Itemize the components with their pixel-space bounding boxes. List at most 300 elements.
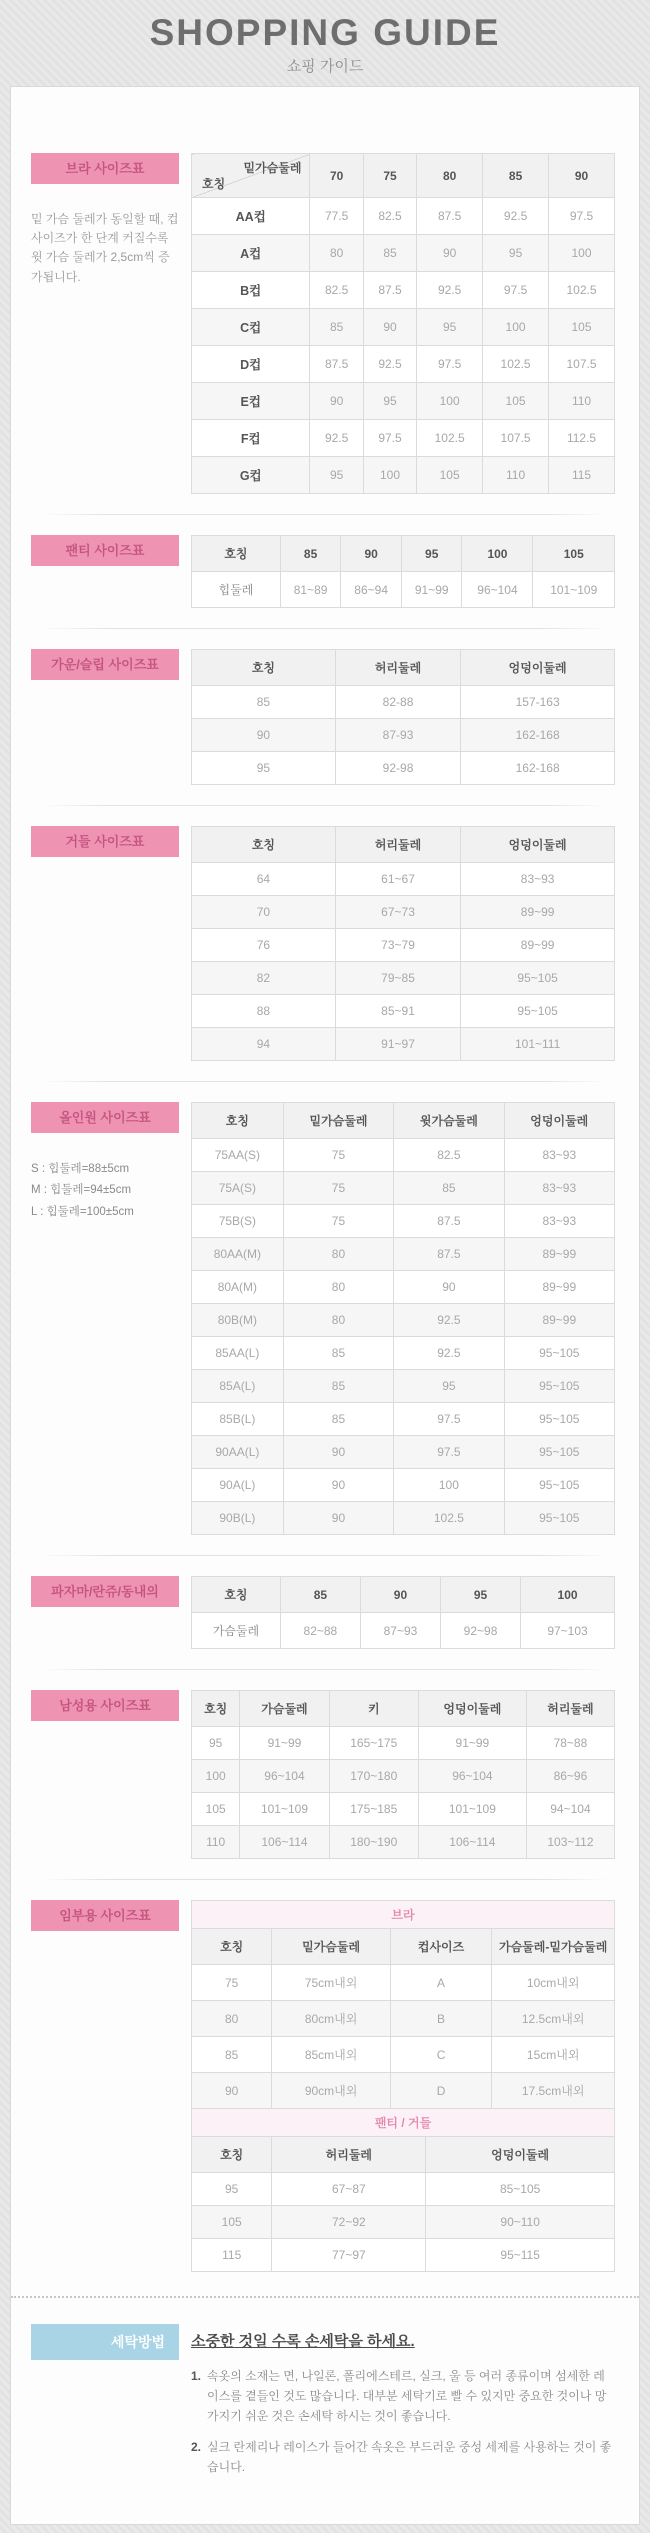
column-header: 105 [533,536,615,572]
row-label: AA컵 [192,198,310,235]
cell: 79~85 [335,962,460,995]
cell: 89~99 [504,1238,614,1271]
row-label: 90 [192,2073,272,2109]
cell: 102.5 [549,272,615,309]
table-row [192,1727,615,1760]
row-label: 힙둘레 [192,572,281,608]
row-label: 76 [192,929,336,962]
table-row [192,1172,615,1205]
row-label: 75A(S) [192,1172,284,1205]
column-header: 호칭 [192,536,281,572]
cell: 97.5 [549,198,615,235]
cell: 92.5 [363,346,416,383]
cell: 92.5 [394,1304,504,1337]
column-header: 엉덩이둘레 [418,1691,526,1727]
cell: 96~104 [418,1760,526,1793]
cell: 75 [283,1139,393,1172]
column-header: 75 [363,154,416,198]
table-row [192,2073,615,2109]
table-header-row [192,536,615,572]
span-title: 팬티 / 거들 [192,2109,615,2137]
column-header: 밑가슴둘레 [283,1103,393,1139]
column-header: 호칭 [192,827,336,863]
section-divider [41,805,609,806]
cell: 95 [310,457,363,494]
table-row [192,2239,615,2272]
cell: 80cm내외 [272,2001,390,2037]
column-header: 70 [310,154,363,198]
mens-section-label: 남성용 사이즈표 [31,1690,179,1721]
section-gown [11,649,639,785]
column-header: 엉덩이둘레 [426,2137,615,2173]
row-label: 105 [192,1793,240,1826]
section-mens-left [31,1690,179,1859]
column-header: 80 [417,154,483,198]
cell: 105 [483,383,549,420]
cell: 91~99 [240,1727,329,1760]
washing-content [191,2324,615,2490]
cell: 80 [283,1238,393,1271]
cell: 87.5 [417,198,483,235]
column-header: 95 [440,1577,520,1613]
table-row [192,2001,615,2037]
column-header: 가슴둘레 [240,1691,329,1727]
washing-heading: 소중한 것일 수록 손세탁을 하세요. [191,2333,415,2350]
column-header: 허리둘레 [526,1691,614,1727]
washing-item-number: 1. [191,2369,202,2383]
cell: 78~88 [526,1727,614,1760]
column-header: 90 [341,536,402,572]
corner-bottom-label: 호칭 [202,177,226,191]
cell: 75 [283,1172,393,1205]
allinone-note-l: L : 힙둘레=100±5cm [31,1205,134,1218]
size-table [191,1900,615,2109]
row-label: 85A(L) [192,1370,284,1403]
cell: 100 [363,457,416,494]
row-label: 85AA(L) [192,1337,284,1370]
cell: 91~99 [418,1727,526,1760]
cell: 95 [417,309,483,346]
table-row [192,1238,615,1271]
cell: 87~93 [360,1613,440,1649]
column-header: 윗가슴둘레 [394,1103,504,1139]
allinone-section-label: 올인원 사이즈표 [31,1102,179,1133]
allinone-note-m: M : 힙둘레=94±5cm [31,1184,132,1197]
cell: 106~114 [418,1826,526,1859]
table-row [192,420,615,457]
row-label: 95 [192,752,336,785]
row-label: 90 [192,719,336,752]
cell: 61~67 [335,863,460,896]
cell: 85 [283,1370,393,1403]
cell: 67~87 [272,2173,426,2206]
column-header: 호칭 [192,1691,240,1727]
page-subtitle: 쇼핑 가이드 [286,58,364,75]
content-card [10,86,640,2525]
cell: 175~185 [329,1793,418,1826]
column-header: 호칭 [192,1929,272,1965]
table-row [192,457,615,494]
cell: 82.5 [310,272,363,309]
table-row [192,1793,615,1826]
cell: 85cm내외 [272,2037,390,2073]
table-row [192,1028,615,1061]
cell: 90 [394,1271,504,1304]
cell: 75 [283,1205,393,1238]
row-label: 80AA(M) [192,1238,284,1271]
cell: 17.5cm내외 [492,2073,615,2109]
column-header: 호칭 [192,650,336,686]
row-label: G컵 [192,457,310,494]
table-header-row [192,1929,615,1965]
section-divider [41,1669,609,1670]
row-label: 90B(L) [192,1502,284,1535]
cell: 95~105 [504,1436,614,1469]
table-row [192,1760,615,1793]
column-header: 키 [329,1691,418,1727]
section-bra-left [31,153,179,494]
section-maternity [11,1900,639,2272]
cell: 75cm내외 [272,1965,390,2001]
cell: 102.5 [417,420,483,457]
column-header: 95 [401,536,462,572]
section-allinone-left [31,1102,179,1535]
washing-item-text: 속옷의 소재는 면, 나일론, 폴리에스테르, 실크, 울 등 여러 종류이며 섬세한 레이스를 곁들인 것도 많습니다. 대부분 세탁기로 빨 수 있지만 중요한 것이나 망가지기 쉬운 것은 손세탁 하시는 것이 좋습니다. [207,2369,607,2423]
cell: 77~97 [272,2239,426,2272]
column-header: 컵사이즈 [390,1929,492,1965]
cell: 85 [310,309,363,346]
table-row [192,346,615,383]
row-label: 64 [192,863,336,896]
cell: 165~175 [329,1727,418,1760]
cell: 89~99 [504,1271,614,1304]
table-header-row [192,650,615,686]
table-row [192,752,615,785]
cell: 95~105 [504,1502,614,1535]
cell: 92.5 [483,198,549,235]
washing-section-label: 세탁방법 [31,2324,179,2360]
cell: 90 [283,1436,393,1469]
cell: D [390,2073,492,2109]
cell: 12.5cm내외 [492,2001,615,2037]
cell: 107.5 [483,420,549,457]
cell: 90~110 [426,2206,615,2239]
span-title: 브라 [192,1901,615,1929]
row-label: 70 [192,896,336,929]
table-row [192,995,615,1028]
cell: 67~73 [335,896,460,929]
section-girdle [11,826,639,1061]
column-header: 90 [360,1577,440,1613]
table-row [192,1271,615,1304]
column-header: 허리둘레 [335,650,460,686]
column-header: 100 [521,1577,615,1613]
cell: 77.5 [310,198,363,235]
girdle-section-label: 거들 사이즈표 [31,826,179,857]
section-pajama [11,1576,639,1649]
table-row [192,863,615,896]
washing-item-number: 2. [191,2440,202,2455]
table-row [192,383,615,420]
cell: 100 [549,235,615,272]
column-header: 호칭 [192,2137,272,2173]
cell: 100 [417,383,483,420]
row-label: 95 [192,1727,240,1760]
cell: 162-168 [461,719,615,752]
row-label: 100 [192,1760,240,1793]
table-header-row [192,1103,615,1139]
section-divider [41,514,609,515]
cell: 85 [363,235,416,272]
section-pajama-left [31,1576,179,1649]
cell: 82.5 [394,1139,504,1172]
pajama-size-table [191,1576,615,1649]
column-header: 85 [483,154,549,198]
cell: 73~79 [335,929,460,962]
section-divider [41,1081,609,1082]
section-divider [41,1879,609,1880]
cell: 90 [363,309,416,346]
allinone-size-notes [31,1159,179,1223]
cell: C [390,2037,492,2073]
row-label: 105 [192,2206,272,2239]
cell: 80 [310,235,363,272]
cell: 97.5 [394,1403,504,1436]
cell: 95 [363,383,416,420]
section-gown-left [31,649,179,785]
cell: 97.5 [363,420,416,457]
cell: 72~92 [272,2206,426,2239]
cell: 110 [483,457,549,494]
row-label: 115 [192,2239,272,2272]
corner-cell [192,154,310,198]
row-label: 90A(L) [192,1469,284,1502]
cell: 85~105 [426,2173,615,2206]
row-label: B컵 [192,272,310,309]
cell: B [390,2001,492,2037]
cell: 112.5 [549,420,615,457]
cell: 96~104 [240,1760,329,1793]
cell: 95~105 [504,1469,614,1502]
column-header: 85 [280,1577,360,1613]
column-header: 호칭 [192,1577,281,1613]
row-label: D컵 [192,346,310,383]
gown-size-table [191,649,615,785]
table-row [192,1826,615,1859]
cell: 92.5 [310,420,363,457]
section-washing-left [31,2324,179,2490]
cell: 102.5 [483,346,549,383]
cell: 110 [549,383,615,420]
table-row [192,1139,615,1172]
table-row [192,929,615,962]
size-table [191,826,615,1061]
row-label: 94 [192,1028,336,1061]
table-header-row [192,827,615,863]
column-header: 엉덩이둘레 [461,827,615,863]
cell: 82-88 [335,686,460,719]
cell: 94~104 [526,1793,614,1826]
table-row [192,2173,615,2206]
cell: 86~94 [341,572,402,608]
cell: 101~111 [461,1028,615,1061]
row-label: A컵 [192,235,310,272]
cell: 89~99 [504,1304,614,1337]
cell: 83~93 [504,1139,614,1172]
cell: 90 [417,235,483,272]
section-panty-left [31,535,179,608]
cell: 86~96 [526,1760,614,1793]
cell: 85 [283,1337,393,1370]
cell: 81~89 [280,572,341,608]
column-header: 90 [549,154,615,198]
cell: 83~93 [504,1205,614,1238]
table-row [192,1304,615,1337]
row-label: 90AA(L) [192,1436,284,1469]
column-header: 엉덩이둘레 [504,1103,614,1139]
mens-size-table [191,1690,615,1859]
cell: 97.5 [417,346,483,383]
row-label: 110 [192,1826,240,1859]
cell: 96~104 [462,572,533,608]
cell: 82.5 [363,198,416,235]
row-label: 80A(M) [192,1271,284,1304]
row-label: 85 [192,2037,272,2073]
size-table [191,1576,615,1649]
cell: 97.5 [483,272,549,309]
table-row [192,1613,615,1649]
cell: 91~99 [401,572,462,608]
section-girdle-left [31,826,179,1061]
section-divider [41,1555,609,1556]
cell: 80 [283,1304,393,1337]
cell: 95~105 [504,1403,614,1436]
cell: 101~109 [418,1793,526,1826]
cell: 87-93 [335,719,460,752]
row-label: 75 [192,1965,272,2001]
size-table [191,153,615,494]
panty-size-table [191,535,615,608]
table-row [192,1965,615,2001]
row-label: 95 [192,2173,272,2206]
cell: 91~97 [335,1028,460,1061]
cell: 100 [483,309,549,346]
washing-item-text: 실크 란제리나 레이스가 들어간 속옷은 부드러운 중성 세제를 사용하는 것이 좋습니다. [207,2440,612,2475]
cell: 85 [283,1403,393,1436]
section-maternity-left [31,1900,179,2272]
row-label: 75AA(S) [192,1139,284,1172]
corner-top-label: 밑가슴둘레 [243,161,302,175]
cell: 89~99 [461,896,615,929]
table-row [192,2206,615,2239]
cell: 95~115 [426,2239,615,2272]
table-row [192,896,615,929]
washing-item [191,2438,615,2478]
table-row [192,1469,615,1502]
cell: 95~105 [504,1370,614,1403]
row-label: 88 [192,995,336,1028]
cell: 95~105 [461,962,615,995]
cell: 115 [549,457,615,494]
cell: 106~114 [240,1826,329,1859]
row-label: C컵 [192,309,310,346]
cell: 85~91 [335,995,460,1028]
table-row [192,309,615,346]
cell: 100 [394,1469,504,1502]
cell: 82~88 [280,1613,360,1649]
row-label: 82 [192,962,336,995]
pajama-section-label: 파자마/란쥬/동내의 [31,1576,179,1607]
table-row [192,1502,615,1535]
washing-item [191,2367,615,2426]
row-label: 80 [192,2001,272,2037]
size-table [191,1102,615,1535]
cell: 80 [283,1271,393,1304]
page-title: SHOPPING GUIDE [149,12,501,53]
row-label: 85B(L) [192,1403,284,1436]
girdle-size-table [191,826,615,1061]
table-header-row [192,2137,615,2173]
size-table [191,535,615,608]
section-washing [11,2298,639,2524]
cell: 95 [394,1370,504,1403]
cell: 162-168 [461,752,615,785]
section-bra [11,153,639,494]
bra-size-table [191,153,615,494]
column-header: 85 [280,536,341,572]
cell: 92.5 [417,272,483,309]
row-label: 가슴둘레 [192,1613,281,1649]
cell: 90 [283,1502,393,1535]
panty-section-label: 팬티 사이즈표 [31,535,179,566]
cell: 92.5 [394,1337,504,1370]
allinone-note-s: S : 힙둘레=88±5cm [31,1163,130,1175]
cell: 10cm내외 [492,1965,615,2001]
maternity-size-table [191,1900,615,2272]
table-header-row [192,154,615,198]
column-header: 가슴둘레-밑가슴둘레 [492,1929,615,1965]
column-header: 허리둘레 [272,2137,426,2173]
table-row [192,1205,615,1238]
cell: 102.5 [394,1502,504,1535]
table-row [192,1403,615,1436]
cell: 85 [394,1172,504,1205]
cell: 90cm내외 [272,2073,390,2109]
table-row [192,1337,615,1370]
table-row [192,962,615,995]
span-title-row [192,1901,615,1929]
table-header-row [192,1577,615,1613]
section-allinone [11,1102,639,1535]
cell: 107.5 [549,346,615,383]
page-header [0,0,650,86]
cell: 95 [483,235,549,272]
cell: 90 [310,383,363,420]
cell: 87.5 [363,272,416,309]
size-table [191,1690,615,1859]
column-header: 밑가슴둘레 [272,1929,390,1965]
cell: 157-163 [461,686,615,719]
table-row [192,686,615,719]
table-row [192,572,615,608]
cell: 95~105 [504,1337,614,1370]
cell: 95~105 [461,995,615,1028]
table-row [192,198,615,235]
cell: 103~112 [526,1826,614,1859]
cell: 105 [549,309,615,346]
column-header: 엉덩이둘레 [461,650,615,686]
bra-section-label: 브라 사이즈표 [31,153,179,184]
